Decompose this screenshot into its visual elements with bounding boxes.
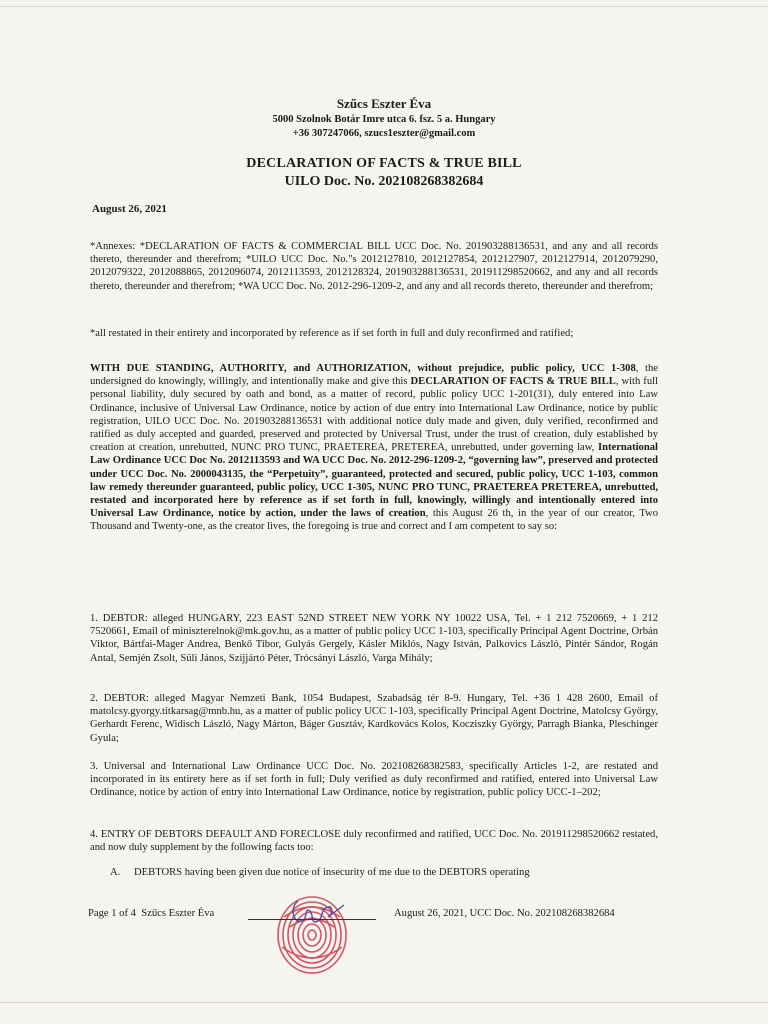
footer-right: August 26, 2021, UCC Doc. No. 202108268382684 — [394, 908, 615, 919]
document-title: DECLARATION OF FACTS & TRUE BILL — [246, 156, 522, 171]
debtor-2-paragraph: 2. DEBTOR: alleged Magyar Nemzeti Bank, 1054 Budapest, Szabadság tér 8-9. Hungary, Tel. +36 1 428 2600, Email of matolcsy.gyorgy.titkarsag@mnb.hu, as a matter of public policy UCC 1-103, specifically Principal Agent Doctrine, Matolcsy György, Gerhardt Ferenc, Widisch László, Nagy Márton, Báger Gusztáv, Kardkovács Kolos, Kocziszky György, Parragh Bianka, Pleschinger Gyula; — [90, 693, 658, 744]
declaration-bold-1: WITH DUE STANDING, AUTHORITY, and AUTHORIZATION, without prejudice, public policy, UCC 1-308 — [90, 363, 636, 374]
footer-name: Szűcs Eszter Éva — [141, 908, 215, 919]
thumbprint-signature-graphic — [270, 877, 380, 977]
scan-edge-bottom — [0, 1002, 768, 1003]
item-4-paragraph: 4. ENTRY OF DEBTORS DEFAULT AND FORECLOSE duly reconfirmed and ratified, UCC Doc. No. 201911298520662 restated, and now duly supplement by the following facts too: — [90, 829, 658, 854]
scan-edge-top — [0, 6, 768, 7]
annexes-paragraph: *Annexes: *DECLARATION OF FACTS & COMMERCIAL BILL UCC Doc. No. 201903288136531, and any and all records thereto, thereunder and therefrom; *UILO UCC Doc. No."s 2012127810, 2012127854, 2012127907, 2012127914, 2012079290, 2012079322, 2012088865, 2012096074, 2012113593, 2012128324, 201903288136531, 201911298520662, and any and all records thereto, thereunder and therefrom; *WA UCC Doc. No. 2012-296-1209-2, and any and all records thereto, thereunder and therefrom; — [90, 241, 658, 292]
document-date: August 26, 2021 — [92, 203, 167, 215]
declaration-bold-3: International Law Ordinance UCC Doc No. 2012113593 and WA UCC Doc. No. 2012-296-1209-2, “governing law”, preserved and protected under UCC Doc. No. 2000043135, the “Perpetuity”, guaranteed, protected and secured, public policy, UCC 1-103, common law remedy thereunder guaranteed, public policy, UCC 1-305, NUNC PRO TUNC, PRAETEREA PRETEREA, unrebutted, restated and incorporated here by reference as if set forth in full, knowingly, willingly and intentionally entered into Universal Law Ordinance, notice by action, under the laws of creation — [90, 442, 658, 520]
author-address: 5000 Szolnok Botár Imre utca 6. fsz. 5 a. Hungary — [272, 114, 496, 125]
item-a-label: A. — [110, 867, 121, 878]
footer-left — [88, 908, 214, 919]
declaration-paragraph — [90, 362, 658, 534]
restated-paragraph: *all restated in their entirety and incorporated by reference as if set forth in full and duly reconfirmed and ratified; — [90, 328, 574, 339]
signature-line — [248, 919, 376, 920]
footer-page: Page 1 of 4 — [88, 908, 136, 919]
declaration-text-3: , this August 26 th, in the year of our creator, Two Thousand and Twenty-one, as the creator lives, the foregoing is true and correct and I am competent to say so: — [90, 508, 658, 533]
thumbprint-icon — [278, 897, 346, 973]
item-3-paragraph: 3. Universal and International Law Ordinance UCC Doc. No. 202108268382583, specifically Articles 1-2, are restated and incorporated in its entirety here as if set forth in full; Duly verified as duly reconfirmed and ratified, entered into Universal Law Ordinance, notice by action of entry into International Law Ordinance, notice by registration, public policy UCC-1–202; — [90, 761, 658, 799]
debtor-1-paragraph: 1. DEBTOR: alleged HUNGARY, 223 EAST 52ND STREET NEW YORK NY 10022 USA, Tel. + 1 212 7520669, + 1 212 7520661, Email of miniszterelnok@mk.gov.hu, as a matter of public policy UCC 1-103, specifically Principal Agent Doctrine, Orbán Viktor, Bártfai-Mager Andrea, Benkő Tibor, Gulyás Gergely, Kásler Miklós, Nagy István, Palkovics László, Pintér Sándor, Rogán Antal, Semjén Zsolt, Süli János, Szijjártó Péter, Trócsányi László, Varga Mihály; — [90, 613, 658, 664]
author-contact: +36 307247066, szucs1eszter@gmail.com — [292, 128, 476, 139]
item-a-text: DEBTORS having been given due notice of insecurity of me due to the DEBTORS operating — [134, 867, 530, 878]
declaration-text-2: , with full personal liability, duly secured by oath and bond, as a matter of record, public policy UCC 1-201(31), duly entered into Law Ordinance, inclusive of Universal Law Ordinance, notice by action of due entry into International Law Ordinance, notice by public registration, UILO UCC Doc. No. 201903288136531 with additional notice duly made and given, duly verified, reconfirmed and ratified as duly accepted and guarded, preserved and protected by Universal Trust, under the trust of creation, duly established by creation at creation, unrebutted, NUNC PRO TUNC, PRAETEREA, PRETEREA, unrebutted, under governing law, — [90, 376, 659, 454]
declaration-text-1: , the undersigned do knowingly, willingly, and intentionally make and give this — [90, 363, 658, 388]
declaration-bold-2: DECLARATION OF FACTS & TRUE BILL — [410, 376, 616, 388]
author-name: Szűcs Eszter Éva — [336, 96, 432, 111]
document-number: UILO Doc. No. 202108268382684 — [284, 174, 484, 189]
